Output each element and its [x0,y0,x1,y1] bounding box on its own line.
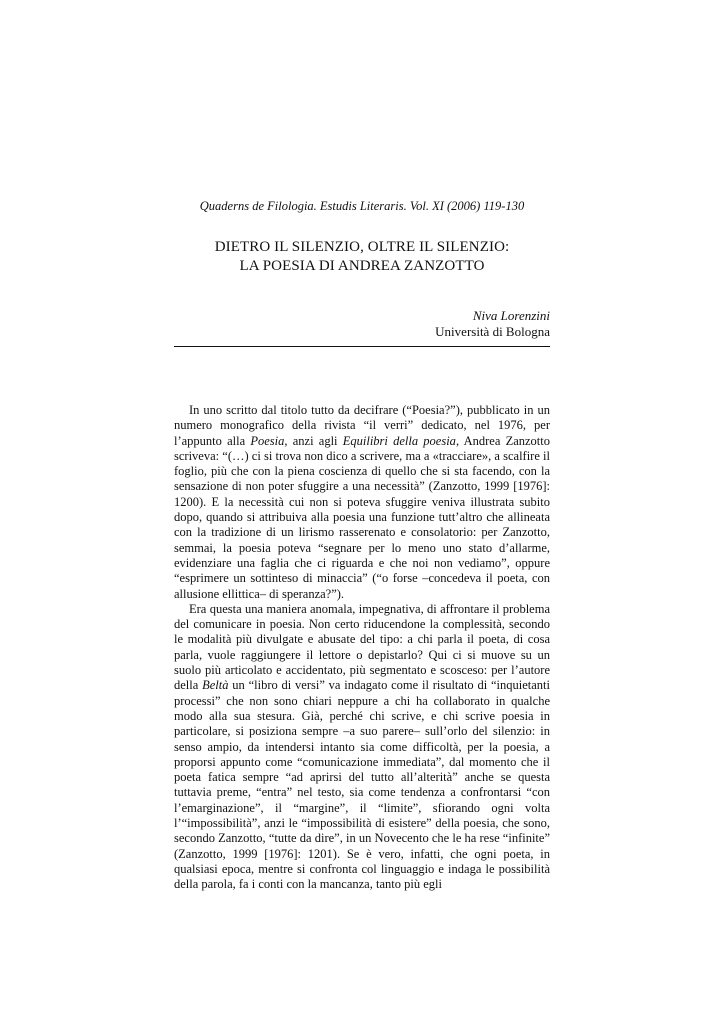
paragraph-1-text-c: , anzi agli [284,433,343,448]
paragraph-2 [174,602,550,893]
title-line-2: LA POESIA DI ANDREA ZANZOTTO [239,258,485,274]
author-affiliation: Università di Bologna [435,324,550,339]
paragraph-1-text-a: In uno scritto dal titolo tutto da decifrare (“Poesia?”), pubblicato in un numero monografico della rivista “il verri” dedicato, nel 1976, per l’appunto alla [174,403,550,448]
paragraph-2-italic-belta: Beltà [202,678,229,693]
paragraph-1-italic-poesia: Poesia [250,433,285,448]
title-line-1: DIETRO IL SILENZIO, OLTRE IL SILENZIO: [214,239,510,255]
title-rule [174,346,550,347]
paragraph-2-text-c: un “libro di versi” va indagato come il risultato di “inquietanti processi” che non sono chiari neppure a chi ha collaborato in qualche modo alla sua stesura. Già, perché chi scrive, e chi scrive poesia in particolare, si posiziona sempre –a suo parere– sull’orlo del silenzio: in senso ampio, da intendersi intanto sia come difficoltà, per la poesia, a proporsi appunto come “comunicazione immediata”, dal momento che il poeta fatica sempre “ad aprirsi del tutto all’alterità” anche se questa tuttavia preme, “entra” nel testo, sia come tendenza a confrontarsi “con l’emarginazione”, il “margine”, il “limite”, sfiorando ogni volta l’“impossibilità”, anzi le “impossibilità di esistere” della poesia, che sono, secondo Zanzotto, “tutte da dire”, in un Novecento che le ha rese “infinite” (Zanzotto, 1999 [1976]: 1201). Se è vero, infatti, che ogni poeta, in qualsiasi epoca, mentre si confronta col linguaggio e indaga le possibilità della parola, fa i conti con la mancanza, tanto più egli [174,678,551,892]
author-name: Niva Lorenzini [472,308,550,323]
journal-header: Quaderns de Filologia. Estudis Literaris. Vol. XI (2006) 119-130 [199,199,525,213]
paragraph-1 [174,403,550,602]
paragraph-1-text-e: , Andrea Zanzotto scriveva: “(…) ci si trova non dico a scrivere, ma a «tracciare», a scalfire il foglio, più che con la piena coscienza di quello che si sta facendo, con la sensazione di non poter sfuggire a una necessità” (Zanzotto, 1999 [1976]: 1200). E la necessità cui non si poteva sfuggire veniva illustrata subito dopo, quando si attribuiva alla poesia una funzione tutt’altro che allineata con la tradizione di un lirismo rasserenato e consolatorio: per Zanzotto, semmai, la poesia poteva “segnare per lo meno uno stato d’allarme, evidenziare una faglia che ci riguarda e che noi non vediamo”, oppure “esprimere un sottinteso di minaccia” (“o forse –concedeva il poeta, con allusione ellittica– di speranza?”). [174,433,551,601]
paragraph-2-text-a: Era questa una maniera anomala, impegnativa, di affrontare il problema del comunicare in poesia. Non certo riducendone la complessità, secondo le modalità più divulgate e abusate del tipo: a chi parla il poeta, di cosa parla, vuole raggiungere il lettore o depistarlo? Qui ci si muove su un suolo più articolato e accidentato, più segmentato e scosceso: per l’autore della [174,601,550,693]
article-body [174,403,550,893]
paragraph-1-italic-equilibri: Equilibri della poesia [342,433,456,448]
author-block [435,308,550,340]
article-title [0,238,724,276]
